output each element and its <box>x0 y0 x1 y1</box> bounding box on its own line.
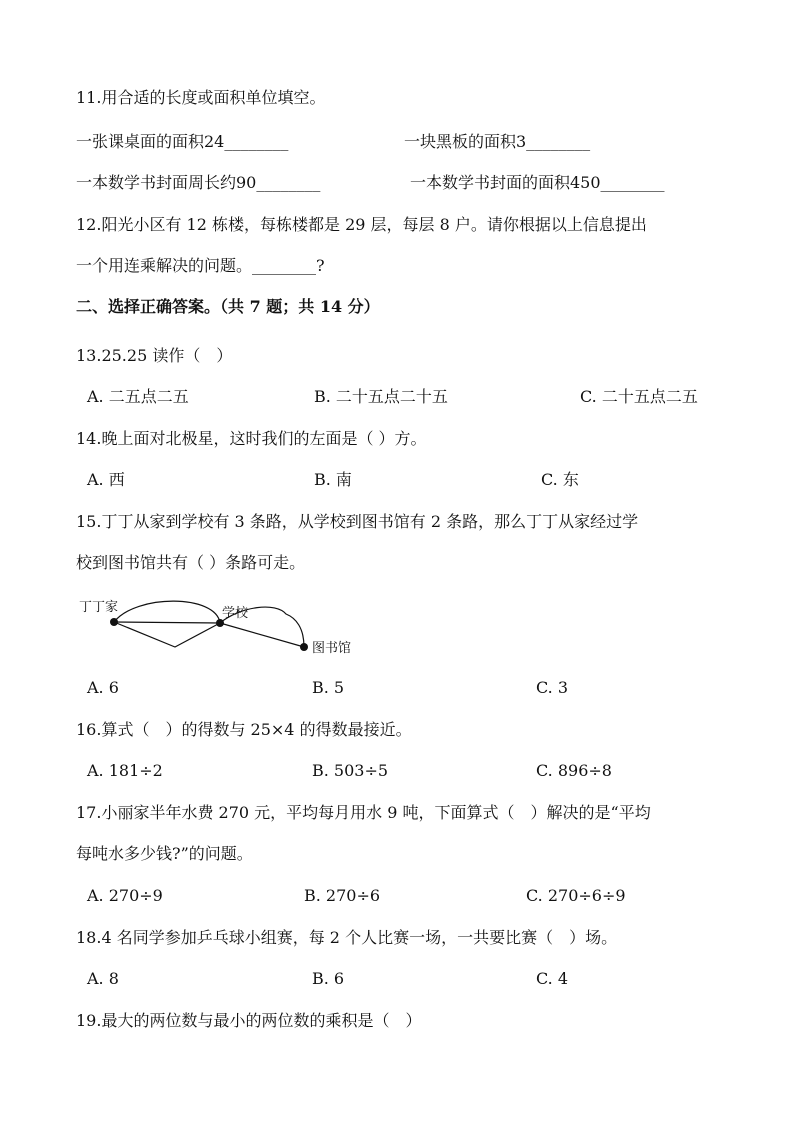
q15-option-c: C. 3 <box>536 678 569 697</box>
q13-option-a: A. 二五点二五 <box>87 387 189 406</box>
q14-option-c: C. 东 <box>541 470 579 489</box>
q15-option-b: B. 5 <box>312 678 345 697</box>
question-15-line1: 15.丁丁从家到学校有 3 条路，从学校到图书馆有 2 条路，那么丁丁从家经过学 <box>76 512 639 531</box>
q14-option-b: B. 南 <box>314 470 352 489</box>
question-17-line1: 17.小丽家半年水费 270 元，平均每月用水 9 吨，下面算式（ ）解决的是“平均 <box>76 803 651 822</box>
route-school-library-straight <box>220 623 304 647</box>
q11-blank-desk-area: 一张课桌面的面积24________ <box>76 132 289 151</box>
question-18-text: 18.4 名同学参加乒乓球小组赛，每 2 个人比赛一场，一共要比赛（ ）场。 <box>76 928 618 947</box>
q11-blank-book-perimeter: 一本数学书封面周长约90________ <box>76 173 321 192</box>
q18-option-c: C. 4 <box>536 969 569 988</box>
route-home-school-bend <box>114 622 220 647</box>
route-home-school-arc <box>114 601 220 623</box>
label-school: 学校 <box>222 606 249 621</box>
q11-blank-book-area: 一本数学书封面的面积450________ <box>410 173 665 192</box>
q13-option-c: C. 二十五点二五 <box>580 387 698 406</box>
label-home: 丁丁家 <box>79 600 119 615</box>
question-16-text: 16.算式（ ）的得数与 25×4 的得数最接近。 <box>76 720 412 739</box>
q16-option-a: A. 181÷2 <box>87 761 163 780</box>
q17-option-b: B. 270÷6 <box>304 886 381 905</box>
q17-option-c: C. 270÷6÷9 <box>526 886 626 905</box>
question-13-text: 13.25.25 读作（ ） <box>76 346 233 365</box>
question-19-text: 19.最大的两位数与最小的两位数的乘积是（ ） <box>76 1011 422 1030</box>
q16-option-c: C. 896÷8 <box>536 761 612 780</box>
question-12-line1: 12.阳光小区有 12 栋楼，每栋楼都是 29 层，每层 8 户。请你根据以上信息提出 <box>76 215 647 234</box>
q18-option-b: B. 6 <box>312 969 345 988</box>
question-12-line2: 一个用连乘解决的问题。________? <box>76 256 325 275</box>
q14-option-a: A. 西 <box>87 470 125 489</box>
q18-option-a: A. 8 <box>87 969 119 988</box>
q16-option-b: B. 503÷5 <box>312 761 389 780</box>
question-11-text: 11.用合适的长度或面积单位填空。 <box>76 88 326 107</box>
q17-option-a: A. 270÷9 <box>87 886 163 905</box>
q15-option-a: A. 6 <box>87 678 119 697</box>
route-home-school-straight <box>114 622 220 623</box>
question-15-line2: 校到图书馆共有（ ）条路可走。 <box>76 553 306 572</box>
library-point <box>300 643 308 651</box>
home-point <box>110 618 118 626</box>
question-14-text: 14.晚上面对北极星，这时我们的左面是（ ）方。 <box>76 429 427 448</box>
q11-blank-blackboard-area: 一块黑板的面积3________ <box>404 132 591 151</box>
label-library: 图书馆 <box>312 641 352 656</box>
route-diagram <box>76 592 376 662</box>
section-2-heading: 二、选择正确答案。（共 7 题；共 14 分） <box>76 297 380 316</box>
question-17-line2: 每吨水多少钱?”的问题。 <box>76 844 253 863</box>
q13-option-b: B. 二十五点二十五 <box>314 387 448 406</box>
